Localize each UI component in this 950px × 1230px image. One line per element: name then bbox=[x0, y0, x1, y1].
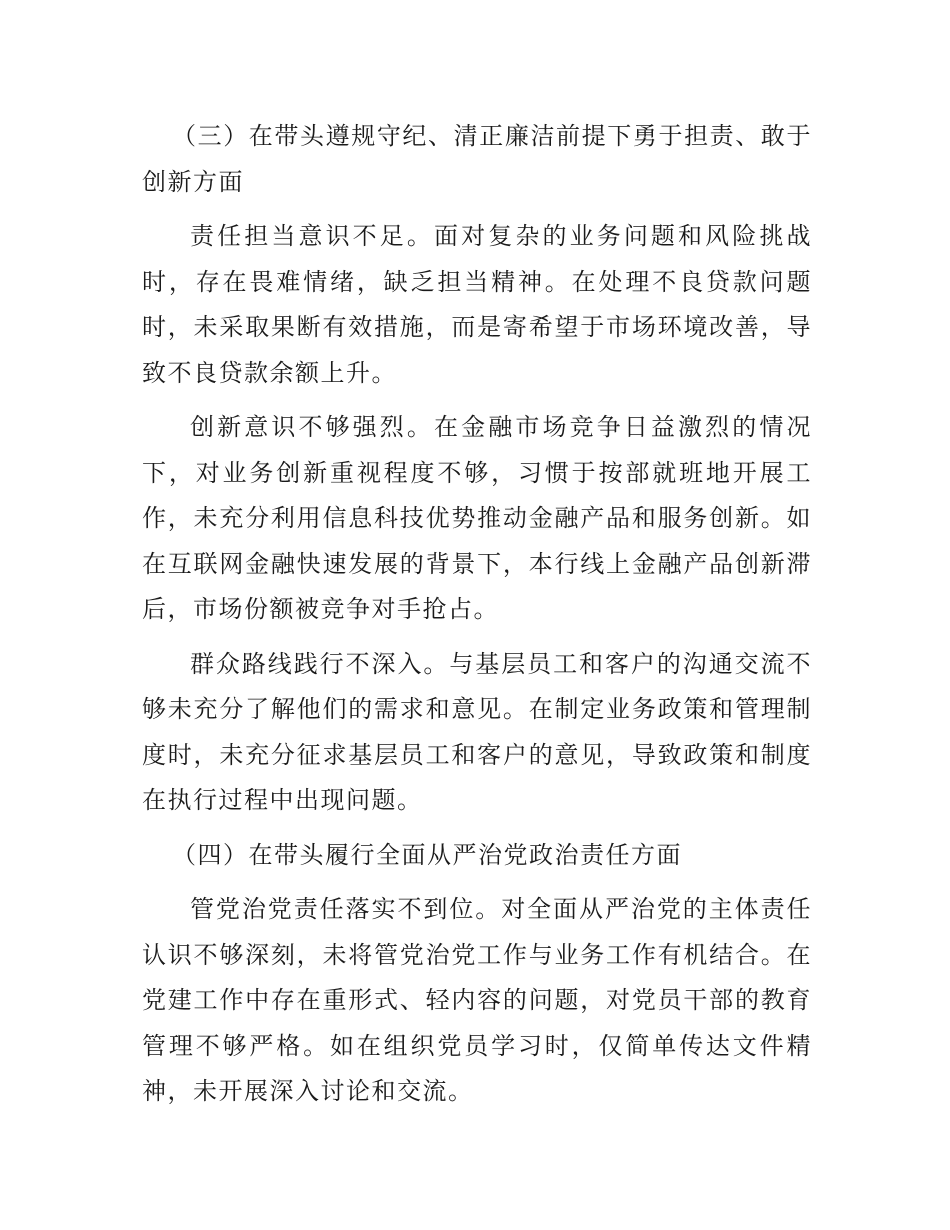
paragraph-responsibility: 责任担当意识不足。面对复杂的业务问题和风险挑战时，存在畏难情绪，缺乏担当精神。在处理不良贷款问题时，未采取果断有效措施，而是寄希望于市场环境改善，导致不良贷款余额上升。 bbox=[142, 222, 812, 387]
section-heading-3: （三）在带头遵规守纪、清正廉洁前提下勇于担责、敢于创新方面 bbox=[142, 122, 812, 196]
document-body bbox=[142, 114, 812, 1124]
paragraph-innovation: 创新意识不够强烈。在金融市场竞争日益激烈的情况下，对业务创新重视程度不够，习惯于按部就班地开展工作，未充分利用信息科技优势推动金融产品和服务创新。如在互联网金融快速发展的背景下，本行线上金融产品创新滞后，市场份额被竞争对手抢占。 bbox=[142, 413, 812, 623]
paragraph-mass-line: 群众路线践行不深入。与基层员工和客户的沟通交流不够未充分了解他们的需求和意见。在制定业务政策和管理制度时，未充分征求基层员工和客户的意见，导致政策和制度在执行过程中出现问题。 bbox=[142, 649, 812, 814]
section-heading-4: （四）在带头履行全面从严治党政治责任方面 bbox=[172, 840, 682, 869]
paragraph-party-governance: 管党治党责任落实不到位。对全面从严治党的主体责任认识不够深刻，未将管党治党工作与业务工作有机结合。在党建工作中存在重形式、轻内容的问题，对党员干部的教育管理不够严格。如在组织党员学习时，仅简单传达文件精神，未开展深入讨论和交流。 bbox=[142, 895, 812, 1105]
